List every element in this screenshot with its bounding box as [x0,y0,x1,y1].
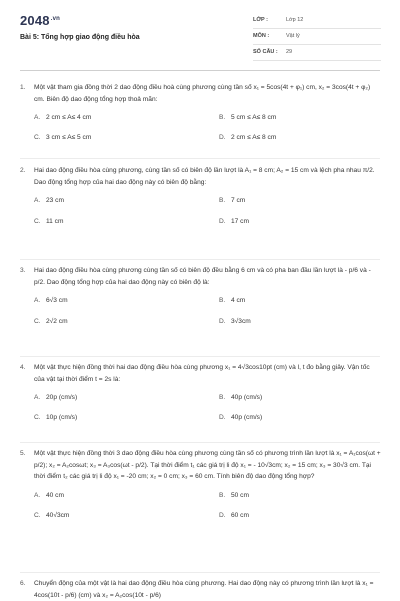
question-options [34,195,381,227]
option-text: 23 cm [46,197,64,204]
option-label: A. [34,491,41,499]
option-label: A. [34,114,41,121]
option-label: C. [34,318,41,325]
question-options [34,392,381,424]
option-text: 50 cm [231,491,249,499]
question-stem: Hai dao động điều hòa cùng phương cùng tần số có biên độ đều bằng 6 cm và có pha ban đầu lần lượt là - p/6 và - p/2. Dao động tổng hợp của hai dao động này có biên độ là: [34,267,371,286]
question-number: 1. [20,84,26,91]
question-6 [20,578,381,601]
question-1 [20,82,381,144]
option-label: D. [219,318,226,325]
meta-row-class [253,13,381,29]
logo-text: 2048 [20,13,50,28]
option-text: 20p (cm/s) [46,394,78,401]
question-divider [20,442,380,443]
option-c[interactable] [34,510,69,522]
option-label: D. [219,414,226,421]
option-d[interactable] [219,510,249,522]
option-text: 60 cm [231,511,249,519]
meta-table [253,13,381,61]
question-number: 5. [20,450,26,457]
option-text: 2 cm ≤ A≤ 4 cm [46,114,92,121]
option-text: 2 cm ≤ A≤ 8 cm [231,134,277,141]
meta-value: Lớp 12 [286,17,304,23]
option-b[interactable] [219,112,276,124]
option-label: C. [34,218,41,225]
question-4 [20,362,381,424]
option-text: 17 cm [231,218,249,225]
option-d[interactable] [219,216,249,228]
option-c[interactable] [34,316,68,328]
option-label: D. [219,511,226,519]
question-2 [20,165,381,227]
question-stem: Một vật thực hiện đồng thời hai dao động điều hòa cùng phương x₁ = 4√3cos10pt (cm) và l, t đo bằng giây. Vận tốc của vật tại thời điểm t = 2s là: [34,364,370,383]
question-stem: Hai dao động điều hòa cùng phương, cùng tần số có biên độ lần lượt là A₁ = 8 cm; A₂ = 15 cm và lệch pha nhau π/2. Dao động tổng hợp của hai dao động này có biên độ bằng: [34,167,375,186]
option-label: B. [219,114,226,121]
question-divider [20,572,380,573]
option-d[interactable] [219,412,262,424]
question-3 [20,265,381,327]
option-label: B. [219,491,226,499]
option-text: 40 cm [46,491,64,499]
option-text: 3√3cm [231,318,251,325]
option-b[interactable] [219,490,249,502]
question-divider [20,158,380,159]
option-text: 40p (cm/s) [231,414,263,421]
question-number: 4. [20,364,26,371]
question-options [34,490,381,522]
option-label: C. [34,511,41,519]
option-label: A. [34,297,41,304]
option-label: B. [219,197,226,204]
option-label: C. [34,134,41,141]
question-number: 2. [20,167,26,174]
option-label: B. [219,297,226,304]
question-options [34,112,381,144]
meta-key: SỐ CÂU : [253,49,278,55]
meta-value: 29 [286,49,293,55]
meta-row-count [253,45,381,61]
option-text: 5 cm ≤ A≤ 8 cm [231,114,277,121]
question-stem: Một vật tham gia đồng thời 2 dao động điều hoà cùng phương cùng tần số x₁ = 5cos(4t + φ₁) cm, x₂ = 3cos(4t + φ₂) cm. Biên độ dao động tổng hợp thoả mãn: [34,84,371,103]
option-d[interactable] [219,316,251,328]
option-text: 4 cm [231,297,246,304]
option-d[interactable] [219,132,276,144]
question-divider [20,259,380,260]
question-number: 3. [20,267,26,274]
question-number: 6. [20,580,26,587]
option-text: 3 cm ≤ A≤ 5 cm [46,134,92,141]
question-5 [20,448,381,522]
meta-value: Vật lý [286,33,300,39]
option-a[interactable] [34,295,68,307]
lesson-title: Bài 5: Tổng hợp giao động điều hòa [20,34,140,41]
option-text: 10p (cm/s) [46,414,78,421]
option-text: 7 cm [231,197,246,204]
option-label: A. [34,197,41,204]
option-label: D. [219,134,226,141]
option-a[interactable] [34,392,77,404]
meta-row-subject [253,29,381,45]
option-label: C. [34,414,41,421]
option-text: 11 cm [46,218,64,225]
option-label: B. [219,394,226,401]
option-label: A. [34,394,41,401]
option-a[interactable] [34,490,64,502]
option-text: 40p (cm/s) [231,394,263,401]
question-stem: Chuyển động của một vật là hai dao động điều hòa cùng phương. Hai dao động này có phương trình lần lượt là x₁ = 4cos(10t - p/6) (cm) và x₂ = A₂cos(10t - p/6) [34,580,374,599]
option-text: 40√3cm [46,511,70,519]
option-c[interactable] [34,412,77,424]
option-c[interactable] [34,216,63,228]
page-header [0,0,400,58]
option-b[interactable] [219,392,262,404]
meta-key: LỚP : [253,17,268,23]
option-text: 2√2 cm [46,318,68,325]
question-stem: Một vật thực hiện đồng thời 3 dao động điều hòa cùng phương cùng tần số có phương trình lần lượt là x₁ = A₁cos(ωt + p/2); x₂ = A₂cosωt; x₃ = A₃cos(ωt - p/2). Tại thời điểm t₁ các giá trị li độ x₁ = - 10√3cm; x₂ = 15 cm; x₃ = 30√3 cm. Tại thời điểm t₂ các giá trị li độ x₁ = -20 cm; x₂ = 0 cm; x₃ = 60 cm. Tính biên độ dao động tổng hợp? [34,450,381,480]
logo-suffix: .vn [50,15,61,22]
site-logo[interactable] [20,13,60,28]
option-label: D. [219,218,226,225]
option-c[interactable] [34,132,91,144]
question-options [34,295,381,327]
meta-key: MÔN : [253,33,270,39]
option-a[interactable] [34,195,64,207]
option-a[interactable] [34,112,91,124]
header-divider [20,70,380,71]
question-divider [20,356,380,357]
option-b[interactable] [219,195,245,207]
option-b[interactable] [219,295,245,307]
option-text: 6√3 cm [46,297,68,304]
